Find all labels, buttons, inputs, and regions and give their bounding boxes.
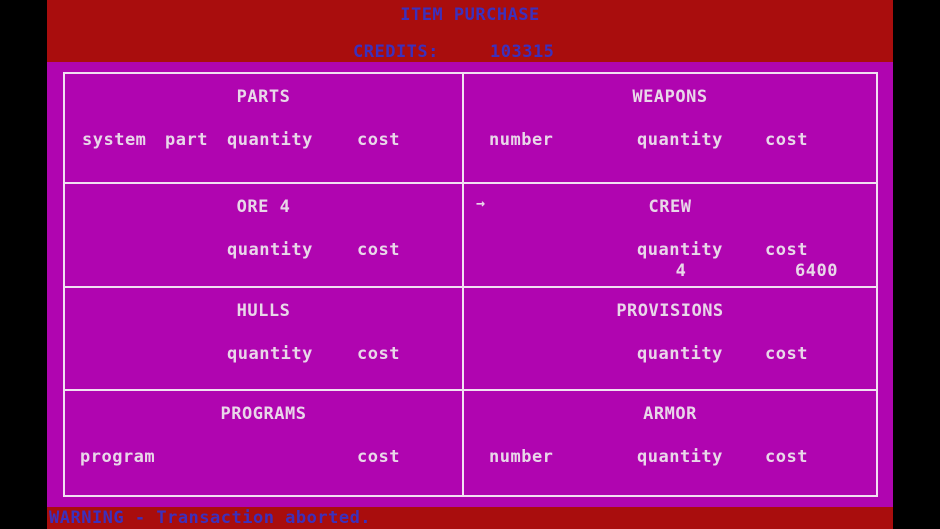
column-header-quantity: quantity bbox=[227, 343, 313, 364]
column-header-system: system bbox=[82, 130, 147, 150]
crew-cost-value: 6400 bbox=[795, 261, 838, 281]
panel-armor-title: ARMOR bbox=[643, 404, 697, 425]
panel-provisions[interactable] bbox=[464, 288, 876, 392]
purchase-panel-area bbox=[47, 62, 893, 507]
column-header-part: part bbox=[165, 130, 208, 150]
panel-provisions-title: PROVISIONS bbox=[616, 300, 724, 321]
top-banner bbox=[47, 0, 893, 62]
panel-crew[interactable] bbox=[464, 184, 876, 288]
panel-parts-title: PARTS bbox=[236, 87, 291, 107]
column-header-quantity: quantity bbox=[637, 130, 723, 150]
panel-crew-title: CREW bbox=[648, 197, 692, 217]
panel-hulls-title: HULLS bbox=[236, 300, 291, 321]
panel-weapons[interactable] bbox=[464, 74, 876, 184]
panel-programs-title: PROGRAMS bbox=[220, 404, 307, 425]
crew-quantity-value: 4 bbox=[675, 261, 687, 281]
panel-weapons-title: WEAPONS bbox=[632, 87, 708, 107]
column-header-quantity: quantity bbox=[637, 240, 723, 260]
column-header-cost: cost bbox=[765, 343, 808, 364]
column-header-cost: cost bbox=[357, 130, 400, 150]
category-grid bbox=[63, 72, 878, 497]
column-header-quantity: quantity bbox=[227, 130, 313, 150]
column-header-cost: cost bbox=[765, 240, 808, 260]
panel-hulls[interactable] bbox=[65, 288, 464, 392]
selection-arrow-icon: → bbox=[476, 194, 486, 212]
panel-ore[interactable] bbox=[65, 184, 464, 288]
column-header-cost: cost bbox=[357, 447, 400, 468]
panel-ore-title: ORE 4 bbox=[236, 197, 291, 217]
column-header-number: number bbox=[489, 130, 554, 150]
credits-value: 103315 bbox=[490, 42, 555, 62]
page-title: ITEM PURCHASE bbox=[400, 5, 540, 25]
column-header-cost: cost bbox=[765, 447, 808, 468]
status-bar bbox=[47, 507, 893, 529]
column-header-program: program bbox=[80, 447, 156, 468]
panel-parts[interactable] bbox=[65, 74, 464, 184]
column-header-quantity: quantity bbox=[227, 240, 313, 260]
column-header-number: number bbox=[489, 447, 554, 468]
column-header-cost: cost bbox=[765, 130, 808, 150]
column-header-quantity: quantity bbox=[637, 343, 723, 364]
column-header-cost: cost bbox=[357, 240, 400, 260]
panel-armor[interactable] bbox=[464, 391, 876, 495]
warning-message: WARNING - Transaction aborted. bbox=[49, 508, 372, 528]
panel-programs[interactable] bbox=[65, 391, 464, 495]
column-header-cost: cost bbox=[357, 343, 400, 364]
credits-label: CREDITS: bbox=[353, 42, 439, 62]
column-header-quantity: quantity bbox=[637, 447, 723, 468]
